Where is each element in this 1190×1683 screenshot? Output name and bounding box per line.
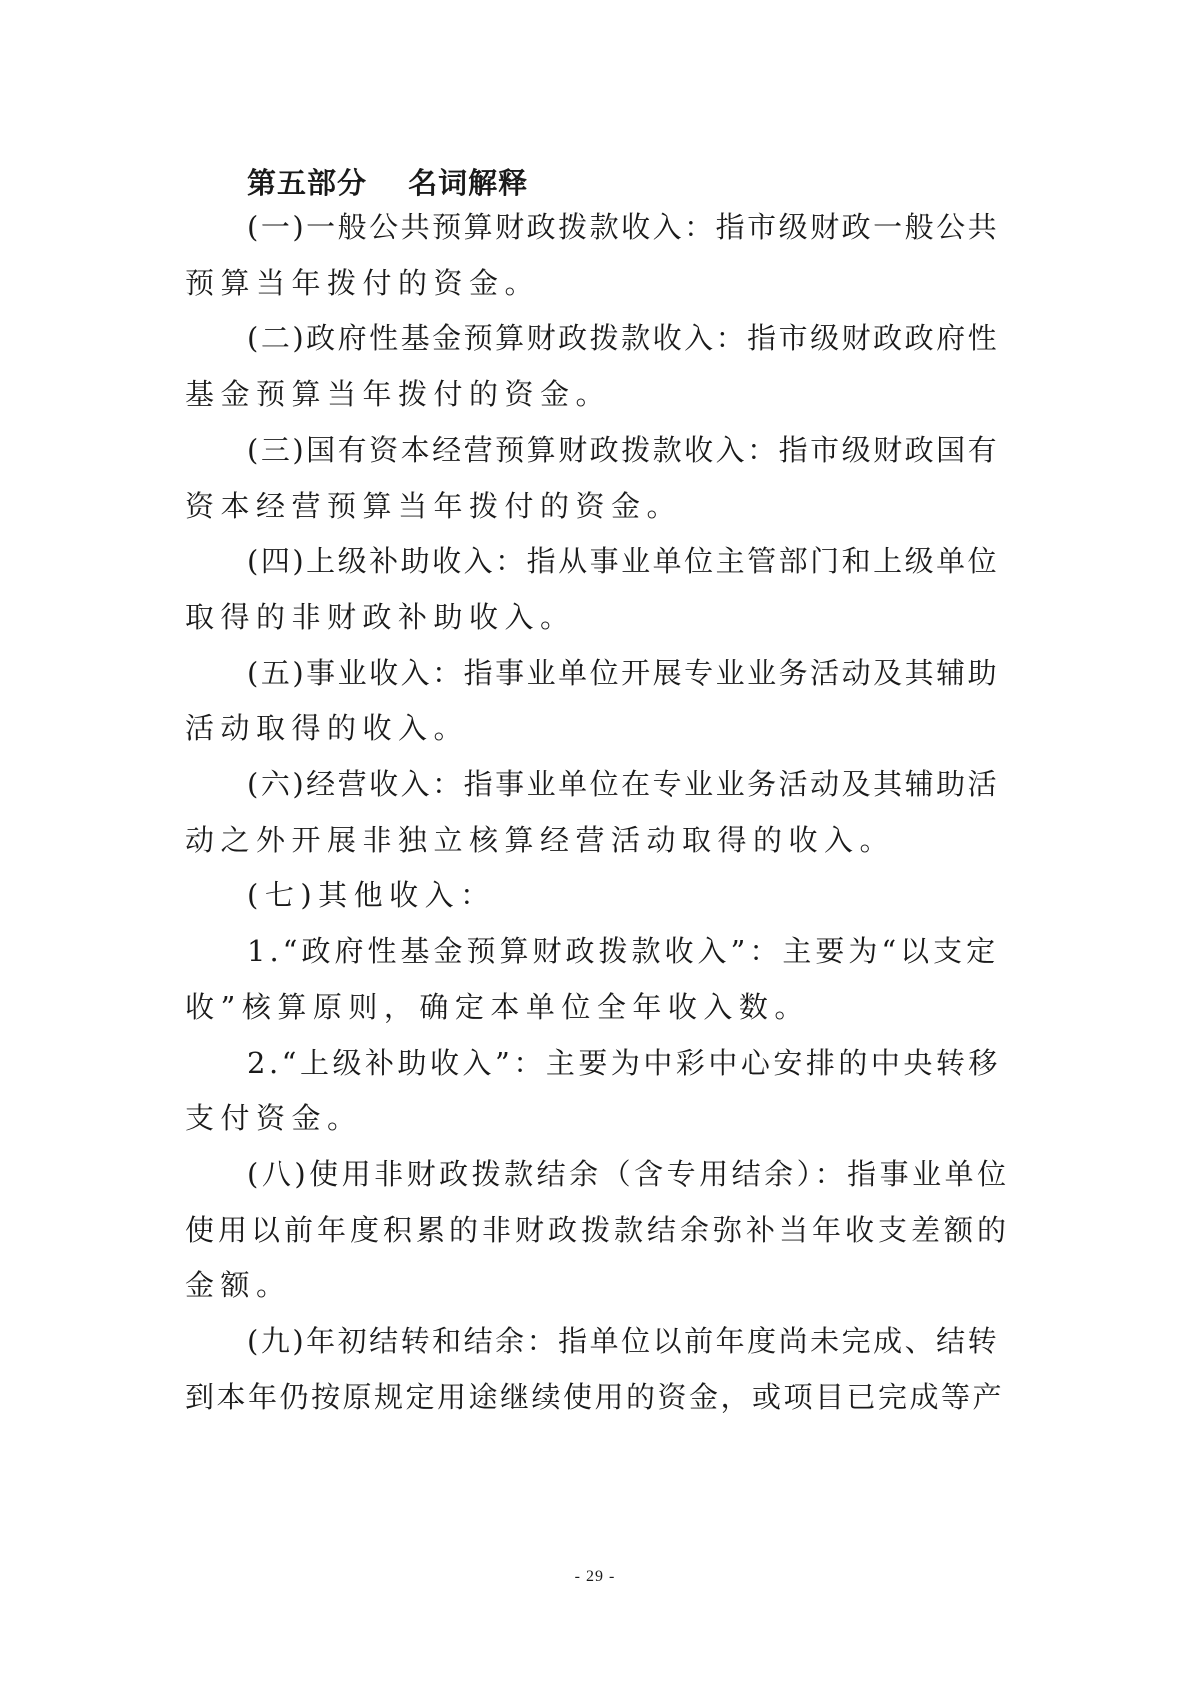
paragraph-line: (三)国有资本经营预算财政拨款收入：指市级财政国有 — [247, 433, 1000, 467]
paragraph-line: 收”核算原则，确定本单位全年收入数。 — [185, 990, 810, 1024]
paragraph-line: (八)使用非财政拨款结余（含专用结余）：指事业单位 — [247, 1157, 1010, 1191]
paragraph-line: (二)政府性基金预算财政拨款收入：指市级财政政府性 — [247, 321, 1000, 355]
section-heading: 第五部分 名词解释 — [247, 166, 529, 200]
paragraph-line: 取得的非财政补助收入。 — [185, 600, 576, 634]
paragraph-line: 支付资金。 — [185, 1101, 363, 1135]
paragraph-line: (六)经营收入：指事业单位在专业业务活动及其辅助活 — [247, 767, 1000, 801]
paragraph-line: 基金预算当年拨付的资金。 — [185, 377, 612, 411]
paragraph-line: (五)事业收入：指事业单位开展专业业务活动及其辅助 — [247, 656, 1000, 690]
paragraph-line: 金额。 — [185, 1268, 292, 1302]
paragraph-line: (九)年初结转和结余：指单位以前年度尚未完成、结转 — [247, 1324, 1000, 1358]
paragraph-line: (四)上级补助收入：指从事业单位主管部门和上级单位 — [247, 544, 1000, 578]
page-number: - 29 - — [574, 1568, 616, 1585]
paragraph-line: 活动取得的收入。 — [185, 711, 470, 745]
paragraph-line: (一)一般公共预算财政拨款收入：指市级财政一般公共 — [247, 210, 1000, 244]
paragraph-line: 1.“政府性基金预算财政拨款收入”：主要为“以支定 — [247, 934, 1000, 968]
paragraph-line: (七)其他收入： — [247, 878, 496, 912]
paragraph-line: 使用以前年度积累的非财政拨款结余弥补当年收支差额的 — [185, 1213, 1011, 1247]
paragraph-line: 资本经营预算当年拨付的资金。 — [185, 489, 683, 523]
paragraph-line: 预算当年拨付的资金。 — [185, 266, 541, 300]
paragraph-line: 到本年仍按原规定用途继续使用的资金，或项目已完成等产 — [185, 1380, 1005, 1414]
paragraph-line: 动之外开展非独立核算经营活动取得的收入。 — [185, 823, 896, 857]
paragraph-line: 2.“上级补助收入”：主要为中彩中心安排的中央转移 — [247, 1046, 1001, 1080]
